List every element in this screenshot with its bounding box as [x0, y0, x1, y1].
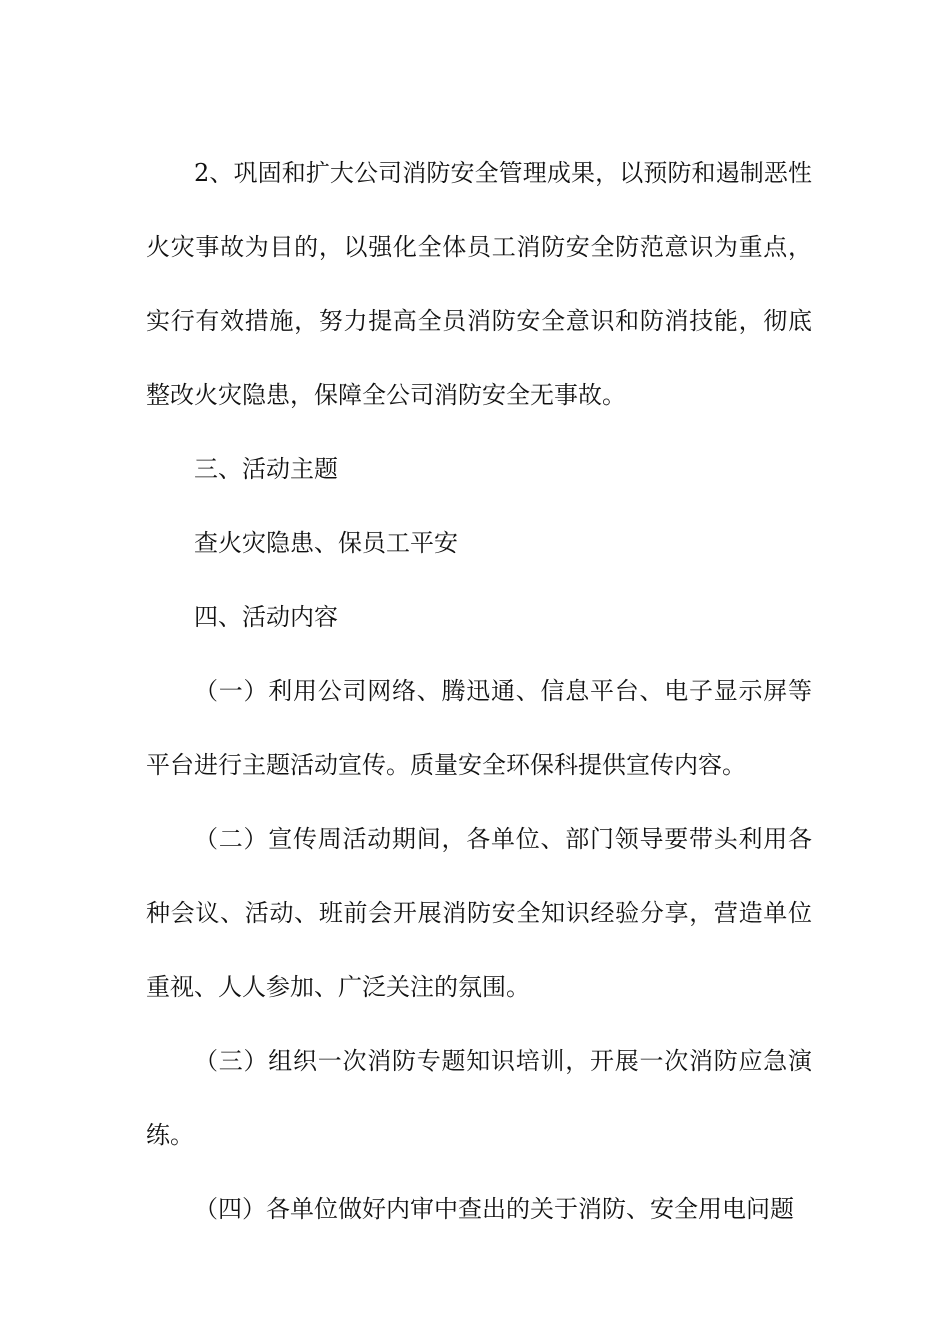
paragraph-objective-2: 2、巩固和扩大公司消防安全管理成果，以预防和遏制恶性火灾事故为目的，以强化全体员工消防安全防范意识为重点，实行有效措施，努力提高全员消防安全意识和防消技能，彻底整改火灾隐患，保障全公司消防安全无事故。 — [146, 159, 812, 409]
paragraph-item-1: （一）利用公司网络、腾迅通、信息平台、电子显示屏等平台进行主题活动宣传。质量安全环保科提供宣传内容。 — [146, 677, 812, 779]
paragraph-theme-text: 查火灾隐患、保员工平安 — [194, 529, 458, 557]
heading-activity-content: 四、活动内容 — [194, 603, 338, 631]
paragraph-item-2: （二）宣传周活动期间，各单位、部门领导要带头利用各种会议、活动、班前会开展消防安全知识经验分享，营造单位重视、人人参加、广泛关注的氛围。 — [146, 825, 812, 1001]
document-body — [146, 136, 812, 1246]
heading-activity-theme: 三、活动主题 — [194, 455, 338, 483]
paragraph-item-3: （三）组织一次消防专题知识培训，开展一次消防应急演练。 — [146, 1047, 812, 1149]
paragraph-item-4: （四）各单位做好内审中查出的关于消防、安全用电问题 — [194, 1195, 794, 1223]
